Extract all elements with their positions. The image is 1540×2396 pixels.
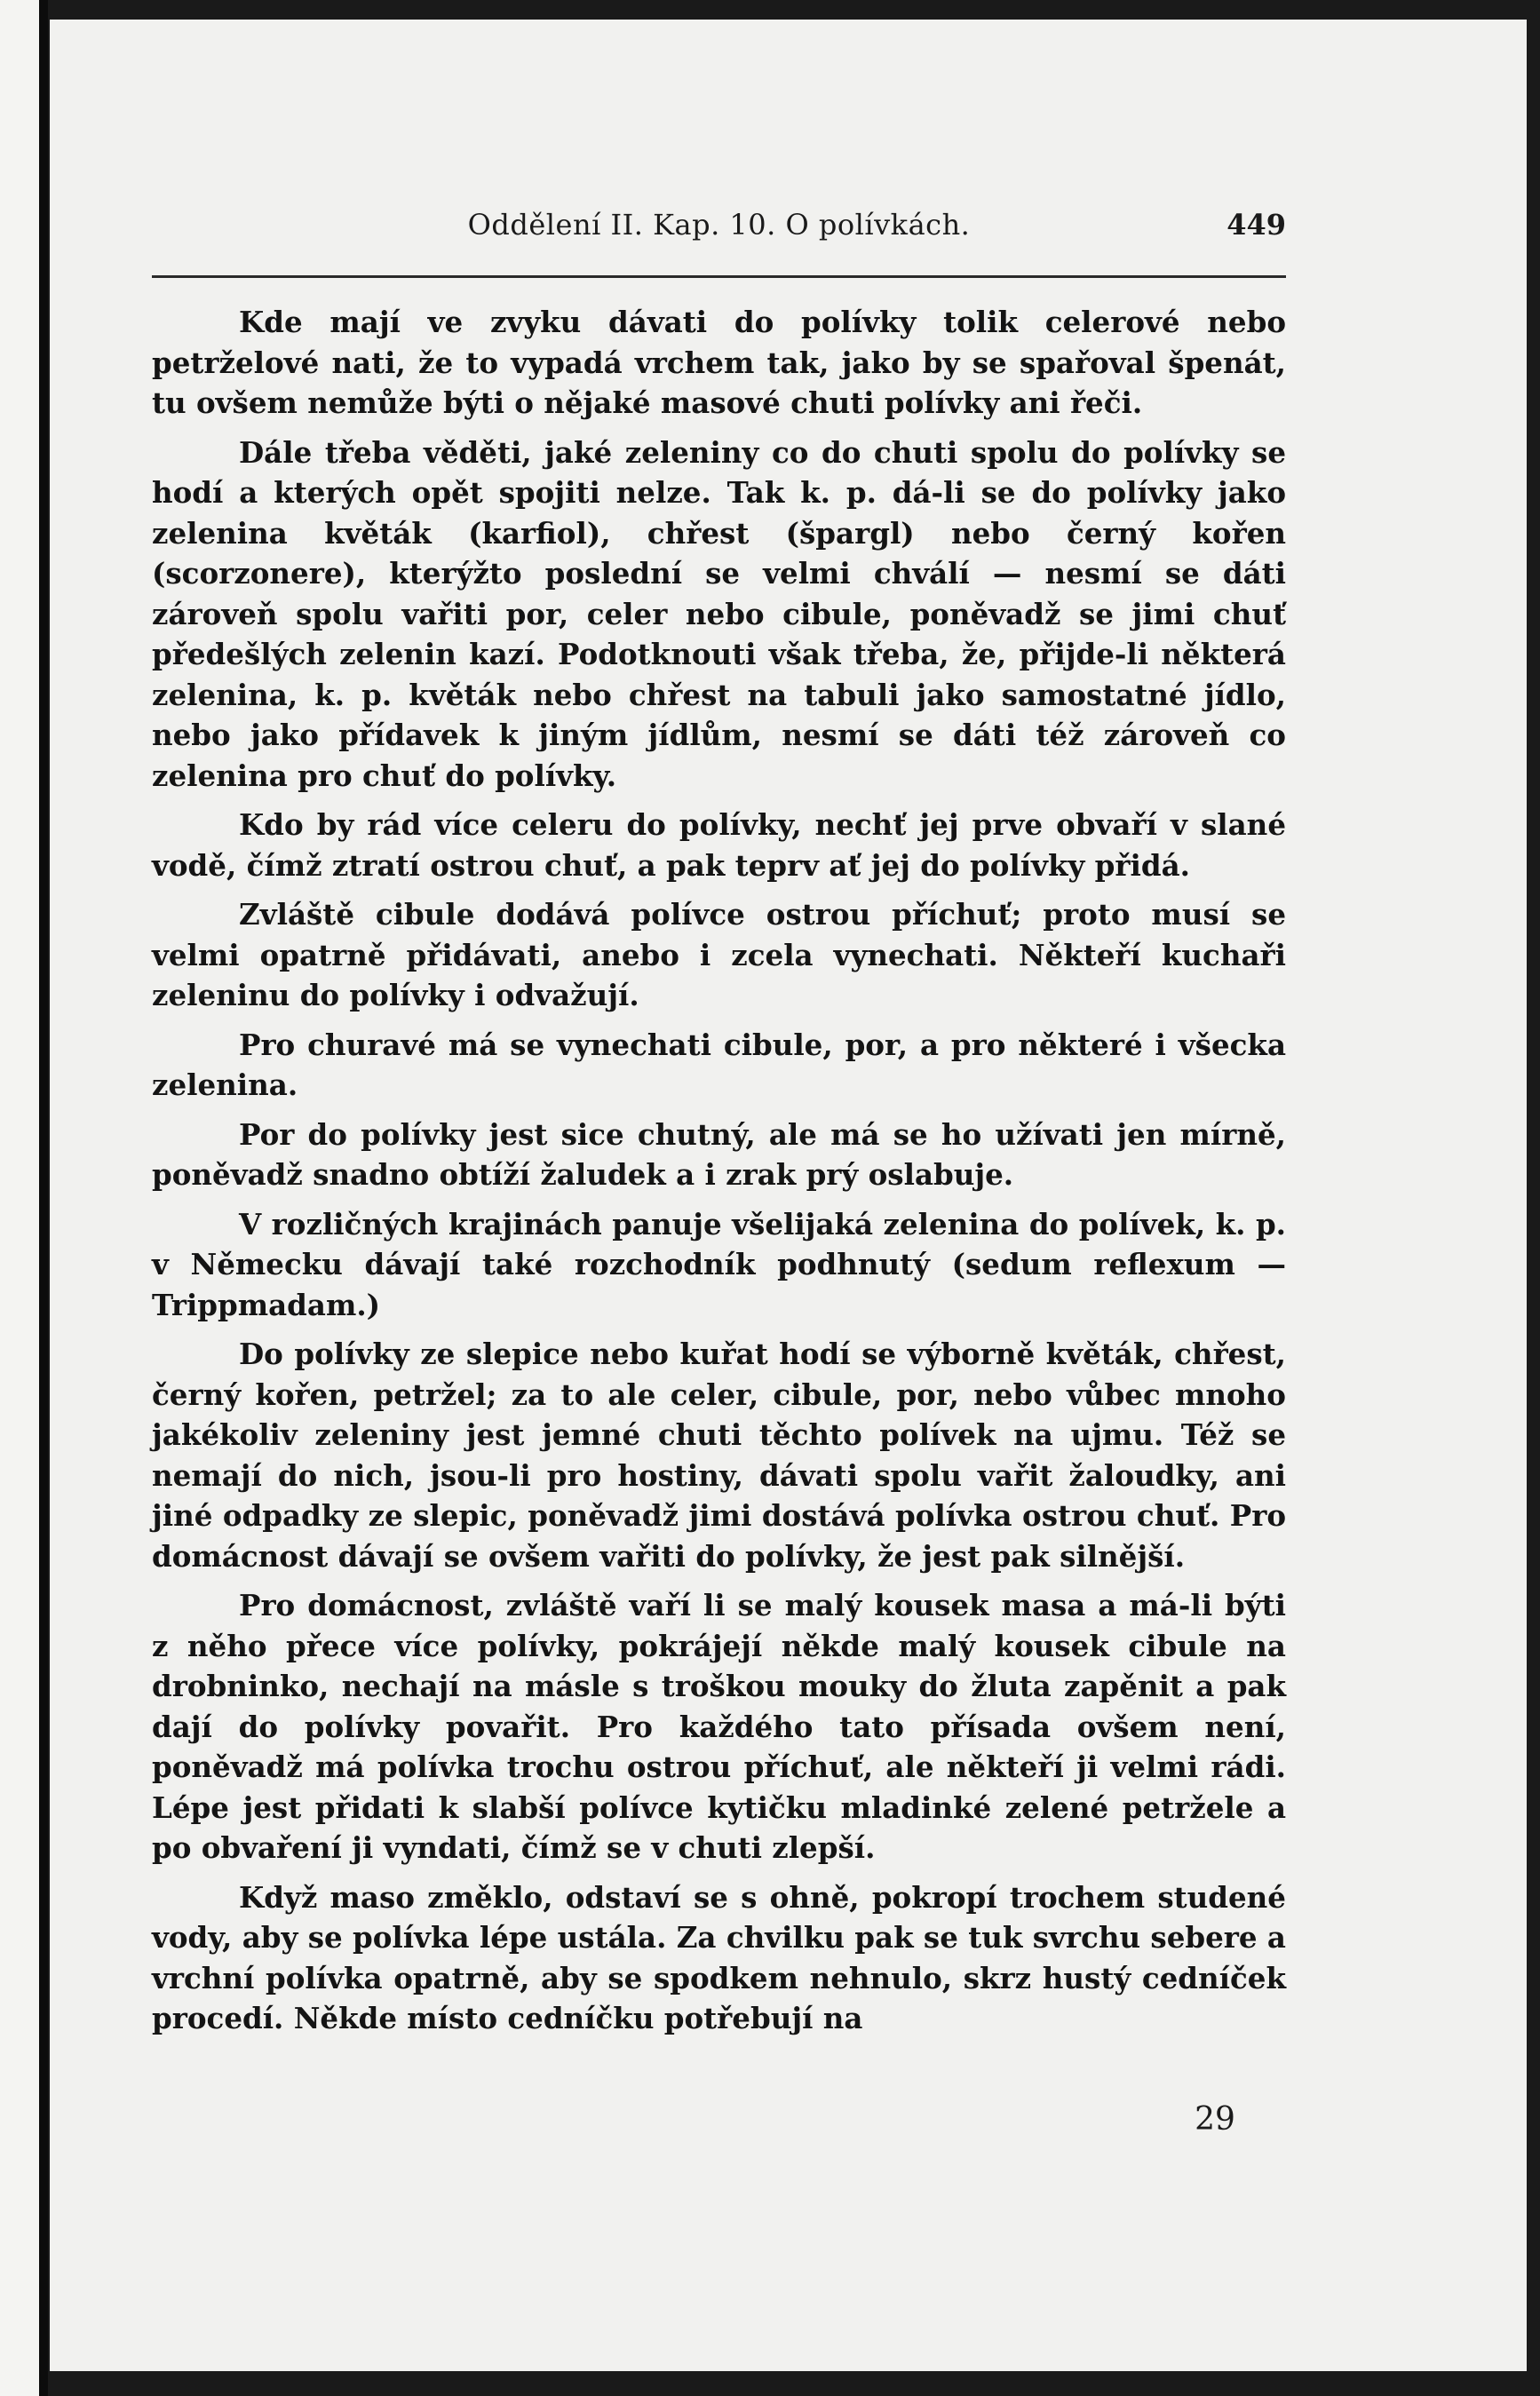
- header-rule: [152, 275, 1286, 278]
- running-head: Oddělení II. Kap. 10. O polívkách.: [467, 208, 971, 242]
- paragraph-4: Zvláště cibule dodává polívce ostrou příchuť; proto musí se velmi opatrně přidávati, anebo i zcela vynechati. Někteří kuchaři zeleninu do polívky i odvažují.: [152, 897, 1286, 1012]
- paragraph-3: Kdo by rád více celeru do polívky, nechť jej prve obvaří v slané vodě, čímž ztratí ostrou chuť, a pak teprv ať jej do polívky přidá.: [152, 807, 1286, 883]
- signature-mark: 29: [1195, 2101, 1235, 2138]
- paragraph-1: Kde mají ve zvyku dávati do polívky tolik celerové nebo petrželové nati, že to vypadá vrchem tak, jako by se spařoval špenát, tu ovšem nemůže býti o nějaké masové chuti polívky ani řeči.: [152, 305, 1286, 420]
- paragraph-5: Pro churavé má se vynechati cibule, por, a pro některé i všecka zelenina.: [152, 1027, 1286, 1102]
- body-text: [152, 302, 1286, 2048]
- page-header: [152, 208, 1286, 252]
- page-number: 449: [1226, 208, 1286, 242]
- paragraph-9: Pro domácnost, zvláště vaří li se malý kousek masa a má-li býti z něho přece více polívky, pokrájejí někde malý kousek cibule na drobninko, nechají na másle s troškou mouky do žluta zapěnit a pak dají do polívky povařit. Pro každého tato přísada ovšem není, poněvadž má polívka trochu ostrou příchuť, ale někteří ji velmi rádi. Lépe jest přidati k slabší polívce kytičku mladinké zelené petržele a po obvaření ji vyndati, čímž se v chuti zlepší.: [152, 1588, 1286, 1865]
- paragraph-8: Do polívky ze slepice nebo kuřat hodí se výborně květák, chřest, černý kořen, petržel; za to ale celer, cibule, por, nebo vůbec mnoho jakékoliv zeleniny jest jemné chuti těchto polívek na ujmu. Též se nemají do nich, jsou-li pro hostiny, dávati spolu vařit žaloudky, ani jiné odpadky ze slepic, poněvadž jimi dostává polívka ostrou chuť. Pro domácnost dávají se ovšem vařiti do polívky, že jest pak silnější.: [152, 1337, 1286, 1574]
- paragraph-6: Por do polívky jest sice chutný, ale má se ho užívati jen mírně, poněvadž snadno obtíží žaludek a i zrak prý oslabuje.: [152, 1116, 1286, 1192]
- paragraph-10: Když maso změklo, odstaví se s ohně, pokropí trochem studené vody, aby se polívka lépe ustála. Za chvilku pak se tuk svrchu sebere a vrchní polívka opatrně, aby se spodkem nehnulo, skrz hustý cedníček procedí. Někde místo cedníčku potřebují na: [152, 1879, 1286, 2035]
- paragraph-7: V rozličných krajinách panuje všelijaká zelenina do polívek, k. p. v Německu dávají také rozchodník podhnutý (sedum reflexum — Trippmadam.): [152, 1206, 1286, 1322]
- paragraph-2: Dále třeba věděti, jaké zeleniny co do chuti spolu do polívky se hodí a kterých opět spojiti nelze. Tak k. p. dá-li se do polívky jako zelenina květák (karfiol), chřest (špargl) nebo černý kořen (scorzonere), kterýžto poslední se velmi chválí — nesmí se dáti zároveň spolu vařiti por, celer nebo cibule, poněvadž se jimi chuť předešlých zelenin kazí. Podotknouti však třeba, že, přijde-li některá zelenina, k. p. květák nebo chřest na tabuli jako samostatné jídlo, nebo jako přídavek k jiným jídlům, nesmí se dáti též zároveň co zelenina pro chuť do polívky.: [152, 434, 1286, 793]
- adjacent-page-edge: [0, 0, 48, 2396]
